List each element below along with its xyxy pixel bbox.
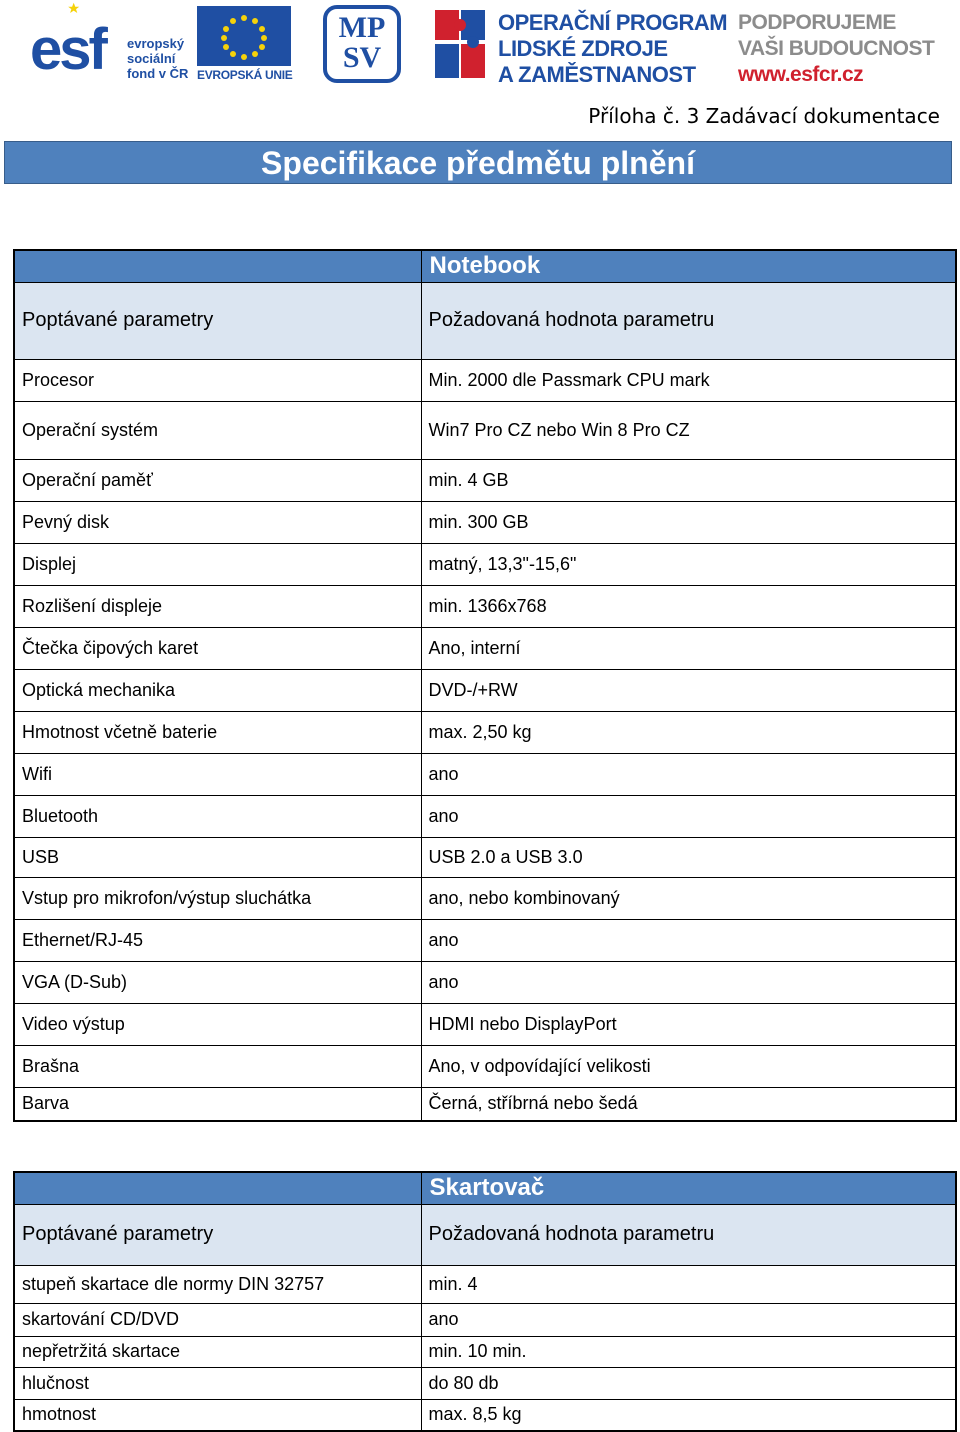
- parameter-cell: stupeň skartace dle normy DIN 32757: [14, 1265, 421, 1303]
- esf-caption-line: sociální: [127, 51, 176, 66]
- eu-stars-icon: [197, 6, 291, 66]
- parameter-cell: Video výstup: [14, 1003, 421, 1045]
- parameter-cell: Vstup pro mikrofon/výstup sluchátka: [14, 877, 421, 919]
- parameter-cell: Rozlišení displeje: [14, 585, 421, 627]
- mpsv-logo: [323, 5, 401, 83]
- value-cell: ano: [421, 753, 956, 795]
- parameter-cell: Procesor: [14, 359, 421, 401]
- table-row: [14, 1087, 956, 1121]
- value-cell: USB 2.0 a USB 3.0: [421, 837, 956, 877]
- podp-line: PODPORUJEME: [738, 11, 896, 34]
- parameter-cell: hlučnost: [14, 1367, 421, 1399]
- value-cell: HDMI nebo DisplayPort: [421, 1003, 956, 1045]
- parameter-cell: Ethernet/RJ-45: [14, 919, 421, 961]
- table-row: [14, 1265, 956, 1303]
- table-row: [14, 543, 956, 585]
- column-header-parameters: Poptávané parametry: [14, 282, 421, 359]
- table-row: [14, 877, 956, 919]
- parameter-cell: skartování CD/DVD: [14, 1303, 421, 1336]
- table-row: [14, 753, 956, 795]
- parameter-cell: Wifi: [14, 753, 421, 795]
- table-row: [14, 401, 956, 459]
- table-header-row: [14, 282, 956, 359]
- table-row: [14, 1367, 956, 1399]
- value-cell: ano: [421, 961, 956, 1003]
- parameter-cell: USB: [14, 837, 421, 877]
- value-cell: ano: [421, 1303, 956, 1336]
- value-cell: min. 10 min.: [421, 1336, 956, 1367]
- attachment-label: Příloha č. 3 Zadávací dokumentace: [588, 104, 940, 128]
- value-cell: Min. 2000 dle Passmark CPU mark: [421, 359, 956, 401]
- shredder-heading: Skartovač: [421, 1172, 956, 1204]
- eu-flag-icon: [197, 6, 291, 66]
- parameter-cell: Operační paměť: [14, 459, 421, 501]
- table-row: [14, 585, 956, 627]
- parameter-cell: hmotnost: [14, 1399, 421, 1431]
- oplz-line: LIDSKÉ ZDROJE: [498, 36, 668, 61]
- parameter-cell: Optická mechanika: [14, 669, 421, 711]
- table-row: [14, 961, 956, 1003]
- table-row: [14, 501, 956, 543]
- table-row: [14, 795, 956, 837]
- value-cell: Černá, stříbrná nebo šedá: [421, 1087, 956, 1121]
- podp-line: VAŠI BUDOUCNOST: [738, 37, 935, 60]
- parameter-cell: Pevný disk: [14, 501, 421, 543]
- value-cell: Ano, v odpovídající velikosti: [421, 1045, 956, 1087]
- value-cell: min. 4: [421, 1265, 956, 1303]
- mpsv-line: SV: [342, 41, 382, 74]
- value-cell: ano: [421, 919, 956, 961]
- value-cell: max. 2,50 kg: [421, 711, 956, 753]
- column-header-parameters: Poptávané parametry: [14, 1204, 421, 1265]
- parameter-cell: Bluetooth: [14, 795, 421, 837]
- table-row: [14, 669, 956, 711]
- esf-caption-line: fond v ČR: [127, 66, 189, 81]
- value-cell: Ano, interní: [421, 627, 956, 669]
- value-cell: min. 4 GB: [421, 459, 956, 501]
- table-header-row: [14, 1204, 956, 1265]
- value-cell: ano: [421, 795, 956, 837]
- esf-stars-icon: [60, 2, 100, 32]
- logo-header: [0, 0, 960, 100]
- table-row: [14, 627, 956, 669]
- table-heading-row: [14, 1172, 956, 1204]
- parameter-cell: Čtečka čipových karet: [14, 627, 421, 669]
- parameter-cell: VGA (D-Sub): [14, 961, 421, 1003]
- value-cell: max. 8,5 kg: [421, 1399, 956, 1431]
- value-cell: DVD-/+RW: [421, 669, 956, 711]
- table-row: [14, 1303, 956, 1336]
- notebook-spec-table: [13, 249, 957, 1122]
- esf-logo-caption: [127, 36, 188, 81]
- column-header-value: Požadovaná hodnota parametru: [421, 282, 956, 359]
- mpsv-line: MP: [338, 11, 386, 44]
- table-row: [14, 711, 956, 753]
- table-row: [14, 837, 956, 877]
- value-cell: ano, nebo kombinovaný: [421, 877, 956, 919]
- shredder-spec-table: [13, 1171, 957, 1432]
- value-cell: Win7 Pro CZ nebo Win 8 Pro CZ: [421, 401, 956, 459]
- value-cell: min. 300 GB: [421, 501, 956, 543]
- table-row: [14, 919, 956, 961]
- table-row: [14, 359, 956, 401]
- parameter-cell: Displej: [14, 543, 421, 585]
- table-heading-row: [14, 250, 956, 282]
- puzzle-icon: [433, 6, 489, 82]
- podporujeme-logo-text: [738, 10, 934, 88]
- oplz-line: OPERAČNÍ PROGRAM: [498, 10, 728, 35]
- eu-caption: EVROPSKÁ UNIE: [197, 68, 293, 82]
- value-cell: do 80 db: [421, 1367, 956, 1399]
- parameter-cell: Operační systém: [14, 401, 421, 459]
- esfcr-url: www.esfcr.cz: [738, 63, 864, 86]
- column-header-value: Požadovaná hodnota parametru: [421, 1204, 956, 1265]
- table-row: [14, 1399, 956, 1431]
- value-cell: matný, 13,3"-15,6": [421, 543, 956, 585]
- table-row: [14, 1003, 956, 1045]
- table-row: [14, 1336, 956, 1367]
- oplz-logo-text: [498, 10, 727, 88]
- parameter-cell: nepřetržitá skartace: [14, 1336, 421, 1367]
- table-row: [14, 459, 956, 501]
- parameter-cell: Barva: [14, 1087, 421, 1121]
- esf-caption-line: evropský: [127, 36, 185, 51]
- esf-logo-text: esf: [30, 17, 105, 82]
- table-row: [14, 1045, 956, 1087]
- page-title: Specifikace předmětu plnění: [4, 141, 952, 184]
- notebook-heading: Notebook: [421, 250, 956, 282]
- parameter-cell: Brašna: [14, 1045, 421, 1087]
- value-cell: min. 1366x768: [421, 585, 956, 627]
- oplz-line: A ZAMĚSTNANOST: [498, 62, 696, 87]
- parameter-cell: Hmotnost včetně baterie: [14, 711, 421, 753]
